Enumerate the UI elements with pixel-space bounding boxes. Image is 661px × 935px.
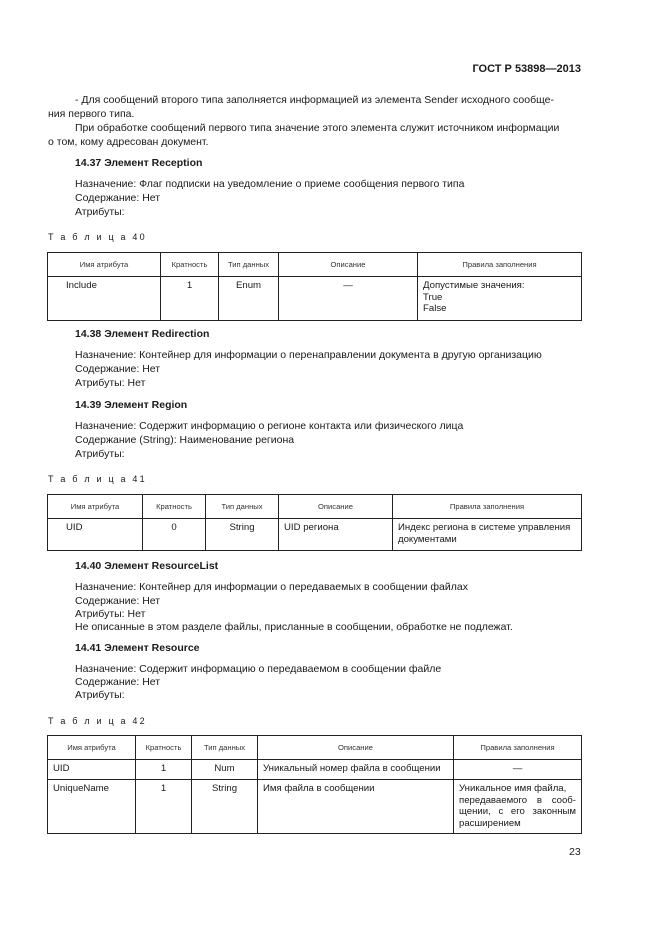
table-40-header-row: [48, 253, 582, 277]
rule-line: Уникальное имя файла,: [459, 783, 567, 794]
section-14-39-attributes: Атрибуты:: [75, 448, 125, 460]
table-cell-rules: [393, 519, 582, 551]
table-row: [48, 780, 582, 834]
table-cell-rules: [454, 780, 582, 834]
table-cell-name: UniqueName: [48, 780, 136, 834]
table-40-header: Имя атрибута: [48, 253, 161, 277]
section-14-41-attributes: Атрибуты:: [75, 689, 125, 701]
section-14-37-title: 14.37 Элемент Reception: [75, 157, 203, 169]
table-40: [47, 252, 582, 321]
rule-line: True: [423, 291, 443, 303]
table-cell-multiplicity: 0: [143, 519, 206, 551]
table-40-header: Описание: [279, 253, 418, 277]
section-14-38-content: Содержание: Нет: [75, 363, 161, 375]
table-41-header: Правила заполнения: [393, 495, 582, 519]
section-14-40-content: Содержание: Нет: [75, 595, 161, 607]
table-row: [48, 519, 582, 551]
table-42-header: Имя атрибута: [48, 736, 136, 760]
section-14-37-purpose: Назначение: Флаг подписки на уведомление о приеме сообщения первого типа: [75, 178, 465, 190]
section-14-39-purpose: Назначение: Содержит информацию о регионе контакта или физического лица: [75, 420, 464, 432]
table-cell-description: —: [279, 277, 418, 321]
table-cell-type: Enum: [219, 277, 279, 321]
table-42-header: Правила заполнения: [454, 736, 582, 760]
rule-line: щении, с его законным: [459, 806, 576, 817]
section-14-41-purpose: Назначение: Содержит информацию о передаваемом в сообщении файле: [75, 663, 442, 675]
table-cell-type: String: [206, 519, 279, 551]
table-cell-type: Num: [192, 760, 258, 780]
table-cell-name: UID: [48, 519, 143, 551]
section-14-39-title: 14.39 Элемент Region: [75, 399, 188, 411]
rule-line: Индекс региона в системе управления: [398, 522, 571, 533]
section-14-39-content: Содержание (String): Наименование региона: [75, 434, 295, 446]
table-41-header: Имя атрибута: [48, 495, 143, 519]
table-cell-description: Уникальный номер файла в сообщении: [258, 760, 454, 780]
section-14-38-purpose: Назначение: Контейнер для информации о перенаправлении документа в другую организацию: [75, 349, 542, 361]
section-14-37-content: Содержание: Нет: [75, 192, 161, 204]
section-14-41-title: 14.41 Элемент Resource: [75, 642, 200, 654]
table-40-header: Кратность: [161, 253, 219, 277]
table-row: [48, 760, 582, 780]
standard-number: ГОСТ Р 53898—2013: [472, 63, 581, 75]
table-41-header: Тип данных: [206, 495, 279, 519]
section-14-40-attributes: Атрибуты: Нет: [75, 608, 146, 620]
table-cell-rules: [418, 277, 582, 321]
table-42-header: Тип данных: [192, 736, 258, 760]
section-14-40-purpose: Назначение: Контейнер для информации о передаваемых в сообщении файлах: [75, 581, 468, 593]
table-41-header: Описание: [279, 495, 393, 519]
intro-line-2: ния первого типа.: [48, 108, 135, 120]
section-14-40-title: 14.40 Элемент ResourceList: [75, 560, 219, 572]
table-41: [47, 494, 582, 551]
table-cell-description: UID региона: [279, 519, 393, 551]
section-14-37-attributes: Атрибуты:: [75, 206, 125, 218]
section-14-40-note: Не описанные в этом разделе файлы, присланные в сообщении, обработке не подлежат.: [75, 621, 513, 633]
table-cell-name: Include: [48, 277, 161, 321]
rule-line: расширением: [459, 817, 521, 829]
table-42: [47, 735, 582, 834]
table-cell-multiplicity: 1: [136, 780, 192, 834]
table-cell-description: Имя файла в сообщении: [258, 780, 454, 834]
table-cell-name: UID: [48, 760, 136, 780]
rule-line: Допустимые значения:: [423, 280, 525, 291]
section-14-38-attributes: Атрибуты: Нет: [75, 377, 146, 389]
section-14-38-title: 14.38 Элемент Redirection: [75, 328, 210, 340]
table-cell-type: String: [192, 780, 258, 834]
table-row: [48, 277, 582, 321]
table-cell-rules: —: [454, 760, 582, 780]
table-42-caption: Т а б л и ц а 42: [48, 716, 147, 726]
table-42-header: Кратность: [136, 736, 192, 760]
rule-line: передаваемого в сооб-: [459, 794, 576, 806]
table-41-header-row: [48, 495, 582, 519]
table-40-caption: Т а б л и ц а 40: [48, 232, 147, 242]
section-14-41-content: Содержание: Нет: [75, 676, 161, 688]
rule-line: документами: [398, 533, 457, 545]
intro-line-4: о том, кому адресован документ.: [48, 136, 209, 148]
rule-line: False: [423, 303, 447, 314]
table-cell-multiplicity: 1: [136, 760, 192, 780]
table-42-header: Описание: [258, 736, 454, 760]
table-40-header: Тип данных: [219, 253, 279, 277]
intro-line-3: При обработке сообщений первого типа значение этого элемента служит источником информации: [75, 122, 560, 134]
intro-line-1: - Для сообщений второго типа заполняется информацией из элемента Sender исходного сообще-: [75, 94, 554, 106]
table-cell-multiplicity: 1: [161, 277, 219, 321]
table-41-caption: Т а б л и ц а 41: [48, 474, 147, 484]
table-40-header: Правила заполнения: [418, 253, 582, 277]
page-number: 23: [569, 846, 581, 858]
table-42-header-row: [48, 736, 582, 760]
table-41-header: Кратность: [143, 495, 206, 519]
